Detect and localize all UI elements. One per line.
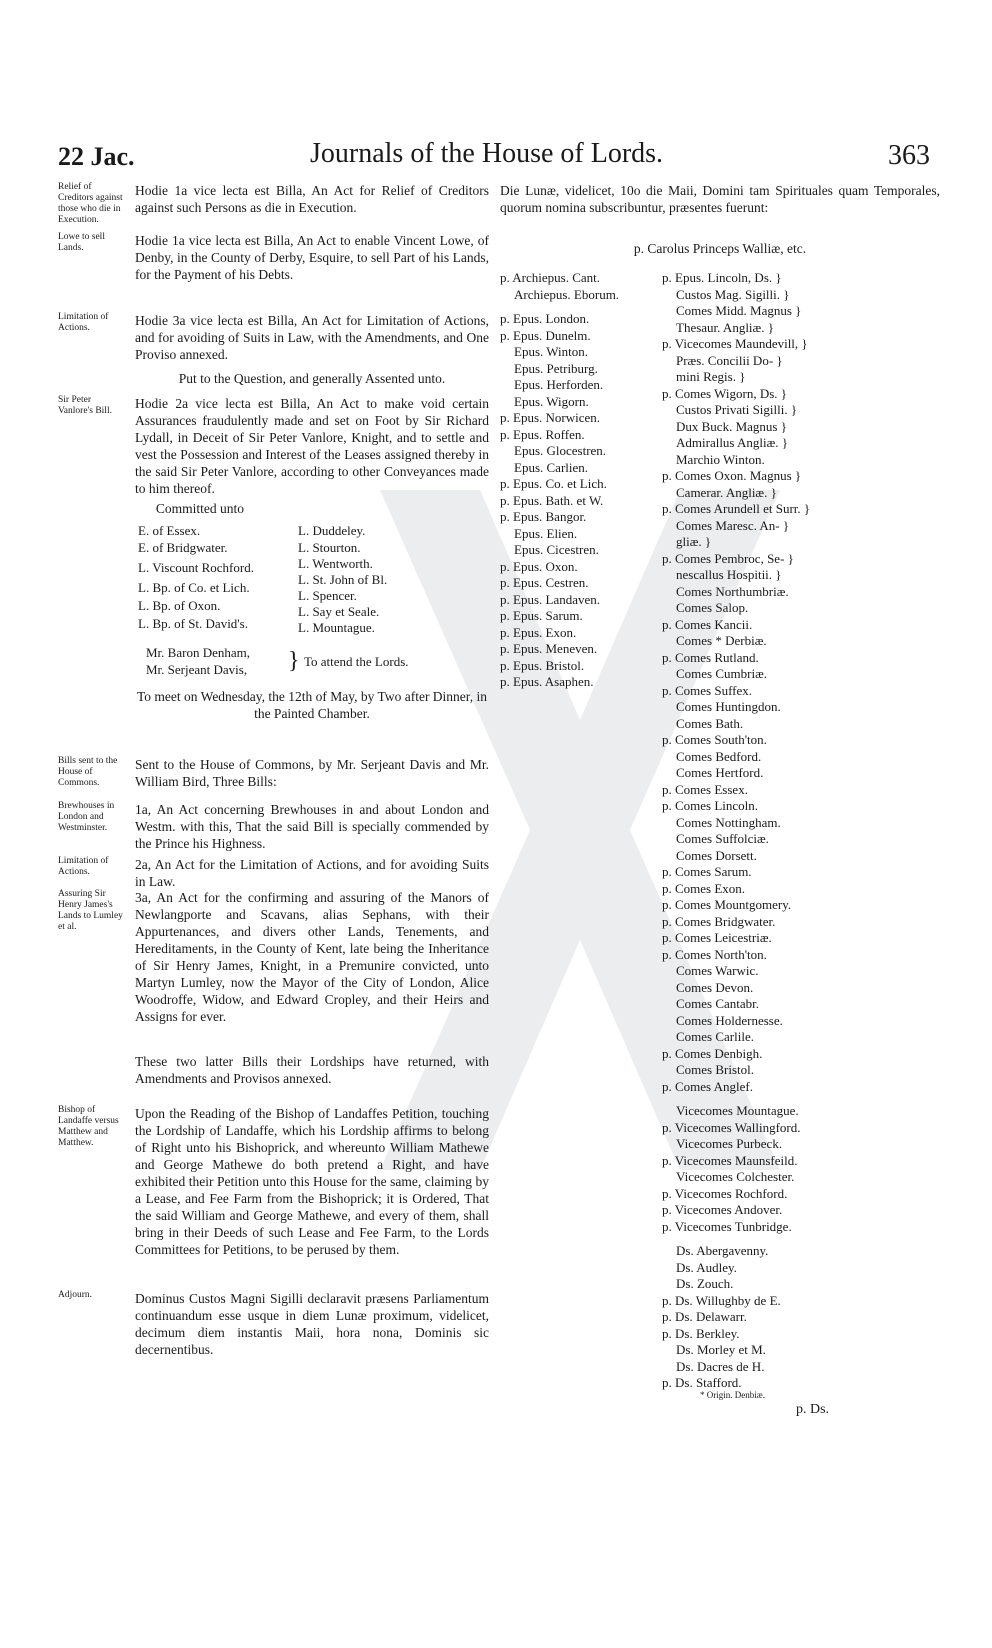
list-entry: Vicecomes Purbeck. [676,1136,783,1151]
list-entry: p. Ds. Delawarr. [662,1309,747,1324]
paragraph: 1a, An Act concerning Brewhouses in and about London and Westm. with this, That the said Bill is specially commended by the Prince his Highness. [135,802,489,851]
margin-note: Lowe to sell Lands. [58,232,105,253]
paragraph: 2a, An Act for the Limitation of Actions, and for avoiding Suits in Law. [135,857,489,889]
list-entry: p. Comes Rutland. [662,649,759,665]
list-entry: p. Ds. Willughby de E. [662,1292,781,1308]
list-entry: Custos Mag. Sigilli. } [676,286,790,302]
list-entry: mini Regis. } [676,369,746,384]
list-entry: p. Epus. Dunelm. [500,327,591,343]
list-entry: p. Ds. Berkley. [662,1325,740,1341]
list-entry: p. Epus. Oxon. [500,558,578,574]
list-entry: Comes Carlile. [676,1029,754,1044]
page-number: 363 [888,140,930,171]
list-entry: Comes Cantabr. [676,996,760,1011]
list-entry: Ds. Audley. [676,1259,737,1275]
margin-note: Adjourn. [58,1290,93,1300]
list-entry: Dux Buck. Magnus } [676,418,787,434]
attendee: Mr. Baron Denham, [146,645,250,660]
list-entry: Epus. Herforden. [514,377,604,392]
lords-list [662,270,872,1392]
list-entry: Admirallus Angliæ. } [676,435,789,450]
list-entry: p. Epus. London. [500,311,590,326]
paragraph: 3a, An Act for the confirming and assuring of the Manors of Newlangporte and Scavans, alias Sephans, with their Appurtenances, and divers other Lands, Tenements, and Hereditaments, in the County of Kent, late being the Inheritance of Sir Henry James, Knight, in a Premunire convicted, unto Martyn Lumley, now the Mayor of the City of London, Alice Woodroffe, Widow, and Edward Cropley, and their Heirs and Assigns for ever. [135,890,489,1024]
list-entry: Præs. Concilii Do- } [676,352,783,368]
paragraph: Hodie 1a vice lecta est Billa, An Act for Relief of Creditors against such Persons as die in Execution. [135,183,489,215]
list-entry: p. Comes Wigorn, Ds. } [662,385,788,401]
list-entry: Epus. Glocestren. [514,443,607,458]
margin-note: Limitation of Actions. [58,856,109,877]
list-entry: p. Epus. Bath. et W. [500,492,604,508]
list-entry: p. Epus. Cestren. [500,575,589,590]
paragraph: Sent to the House of Commons, by Mr. Serjeant Davis and Mr. William Bird, Three Bills: [135,757,489,789]
committee-member: L. Stourton. [298,540,361,555]
list-entry: Comes Northumbriæ. [676,583,789,599]
committee-member: L. Mountague. [298,620,375,635]
list-entry [500,303,670,311]
list-entry: p. Vicecomes Andover. [662,1202,783,1217]
list-entry: Epus. Carlien. [514,459,589,475]
list-entry: Comes Midd. Magnus } [676,303,802,318]
page-title: Journals of the House of Lords. [310,138,664,169]
list-entry: Comes Suffolciæ. [676,831,769,846]
list-entry: Comes Maresc. An- } [676,517,790,533]
committee-member: L. Bp. of St. David's. [138,616,248,631]
attend-note: To attend the Lords. [304,654,409,669]
paragraph: Hodie 3a vice lecta est Billa, An Act for Limitation of Actions, and for avoiding of Suits in Law, with the Amendments, and One Proviso annexed. [135,313,489,362]
list-entry: Custos Privati Sigilli. } [676,402,798,417]
list-entry: Epus. Wigorn. [514,393,589,409]
list-entry: Ds. Morley et M. [676,1342,766,1357]
list-entry: Ds. Abergavenny. [676,1243,769,1258]
page-header-left: 22 Jac. [58,142,135,171]
list-entry: Camerar. Angliæ. } [676,484,777,500]
footnote: * Origin. Denbiæ. [700,1390,765,1400]
list-entry: Comes Hertford. [676,765,764,780]
list-entry: p. Comes Mountgomery. [662,897,792,912]
list-entry: Comes Salop. [676,600,749,615]
list-entry: Thesaur. Angliæ. } [676,319,774,335]
paragraph: Dominus Custos Magni Sigilli declaravit præsens Parliamentum continuandum esse usque in diem Lunæ proximum, videlicet, decimum diem instantis Maii, hora nona, Dominis sic decernentibus. [135,1291,489,1357]
margin-note: Brewhouses in London and Westminster. [58,801,115,833]
committee-member: L. Spencer. [298,588,357,603]
list-entry: p. Comes Essex. [662,781,748,797]
list-entry: p. Comes Sarum. [662,864,752,879]
list-entry: p. Comes South'ton. [662,732,767,747]
paragraph: Upon the Reading of the Bishop of Landaffes Petition, touching the Lordship of Landaffe, which his Lordship affirms to belong of Right unto his Bishoprick, and whereunto William Mathewe and George Mathewe do both pretend a Right, and have exhibited their Petition unto this House for the same, claiming by a Lease, and Fee Farm from the Bishoprick; it is Ordered, That the said William and George Mathewe, and every of them, shall bring in their Deeds of such Lease and Fee Farm, to the Lords Committees for Petitions, to be perused by them. [135,1106,489,1257]
list-entry: p. Epus. Bangor. [500,509,587,524]
list-entry: Comes Nottingham. [676,814,781,830]
list-entry [662,1095,872,1103]
list-entry: Comes Warwic. [676,963,759,978]
paragraph: Hodie 1a vice lecta est Billa, An Act to enable Vincent Lowe, of Denby, in the County of Derby, Esquire, to sell Part of his Lands, for the Payment of his Debts. [135,233,489,282]
list-entry: p. Vicecomes Maunsfeild. [662,1152,798,1168]
committee-member: L. Duddeley. [298,523,366,538]
paragraph: To meet on Wednesday, the 12th of May, by Two after Dinner, in the Painted Chamber. [136,689,488,721]
list-entry: p. Vicecomes Tunbridge. [662,1218,792,1234]
list-entry: Epus. Cicestren. [514,542,599,557]
list-entry: p. Epus. Lincoln, Ds. } [662,270,782,285]
list-entry: p. Epus. Sarum. [500,608,583,623]
committee-member: E. of Essex. [138,523,201,538]
margin-note: Bishop of Landaffe versus Matthew and Matthew. [58,1105,119,1148]
list-entry: p. Epus. Landaven. [500,591,601,607]
list-entry: Comes Bedford. [676,748,762,764]
margin-note: Assuring Sir Henry James's Lands to Lumley et al. [58,889,123,932]
committee-member: E. of Bridgwater. [138,540,228,555]
list-entry: p. Comes Denbigh. [662,1045,763,1061]
paragraph: Hodie 2a vice lecta est Billa, An Act to make void certain Assurances fraudulently made and set on Foot by Sir Richard Lydall, in Deceit of Sir Peter Vanlore, Knight, and to settle and vest the Possession and Interest of the Leases assigned thereby in the said Sir Peter Vanlore, according to other Conveyances made to him thereof. [135,396,489,496]
committee-member: L. Bp. of Co. et Lich. [138,580,250,595]
list-entry: Epus. Petriburg. [514,360,598,376]
list-entry: p. Archiepus. Cant. [500,270,601,285]
list-entry: Comes Cumbriæ. [676,666,768,681]
catchword: p. Ds. [796,1402,830,1417]
list-entry [662,1235,872,1243]
list-entry: p. Comes Lincoln. [662,798,759,813]
list-entry: Comes Huntingdon. [676,699,781,714]
list-entry: p. Comes Suffex. [662,682,753,698]
list-entry: p. Comes Exon. [662,880,746,896]
committee-member: L. Wentworth. [298,556,373,571]
list-entry: Ds. Zouch. [676,1276,734,1291]
list-entry: p. Comes Anglef. [662,1078,753,1094]
attendee: Mr. Serjeant Davis, [146,662,248,677]
margin-note: Bills sent to the House of Commons. [58,756,118,788]
list-entry: p. Epus. Bristol. [500,657,585,673]
list-entry: p. Epus. Norwicen. [500,410,601,425]
brace-icon: } [288,648,300,674]
committee-member: L. Say et Seale. [298,604,380,619]
list-entry: Marchio Winton. [676,451,765,467]
list-entry: p. Comes Pembroc, Se- } [662,550,794,566]
list-entry: p. Comes Oxon. Magnus } [662,468,802,483]
list-entry: Comes Bristol. [676,1062,755,1077]
list-entry: p. Comes Arundell et Surr. } [662,501,811,516]
list-entry: p. Epus. Meneven. [500,641,598,656]
sitting-header: Die Lunæ, videlicet, 10o die Maii, Domini tam Spirituales quam Temporales, quorum nomina subscribuntur, præsentes fuerunt: [500,183,940,215]
list-entry: Epus. Winton. [514,344,588,359]
list-entry: p. Ds. Stafford. [662,1375,742,1390]
paragraph: Committed unto [155,501,245,516]
committee-member: L. St. John of Bl. [298,572,388,587]
list-entry: p. Comes Leicestriæ. [662,930,772,945]
margin-note: Limitation of Actions. [58,312,109,333]
list-entry: Comes Dorsett. [676,847,757,863]
list-entry: p. Comes Kancii. [662,616,753,632]
paragraph: These two latter Bills their Lordships have returned, with Amendments and Provisos annexed. [135,1054,489,1086]
prince-entry: p. Carolus Princeps Walliæ, etc. [633,241,807,256]
committee-member: L. Bp. of Oxon. [138,598,221,613]
list-entry: gliæ. } [676,534,712,549]
committee-member: L. Viscount Rochford. [138,560,254,575]
list-entry: nescallus Hospitii. } [676,567,782,582]
list-entry: Vicecomes Mountague. [676,1103,799,1118]
list-entry: p. Vicecomes Wallingford. [662,1119,801,1135]
list-entry: Comes Devon. [676,979,754,995]
list-entry: Archiepus. Eborum. [514,286,620,302]
list-entry: Comes Holdernesse. [676,1012,783,1028]
list-entry: p. Vicecomes Maundevill, } [662,336,808,351]
list-entry: p. Vicecomes Rochford. [662,1185,788,1201]
paragraph: Put to the Question, and generally Assented unto. [178,371,446,386]
list-entry: Epus. Elien. [514,525,578,541]
list-entry: p. Comes North'ton. [662,946,767,962]
list-entry: p. Epus. Asaphen. [500,674,594,689]
margin-note: Relief of Creditors against those who die in Execution. [58,182,123,225]
list-entry: p. Epus. Exon. [500,624,577,640]
list-entry: Vicecomes Colchester. [676,1169,795,1184]
list-entry: Comes Bath. [676,715,744,731]
bishops-list [500,270,670,691]
list-entry: p. Comes Bridgwater. [662,913,776,929]
list-entry: Comes * Derbiæ. [676,633,767,648]
list-entry: p. Epus. Roffen. [500,426,585,442]
list-entry: p. Epus. Co. et Lich. [500,476,607,491]
margin-note: Sir Peter Vanlore's Bill. [58,395,112,416]
list-entry: Ds. Dacres de H. [676,1358,765,1374]
